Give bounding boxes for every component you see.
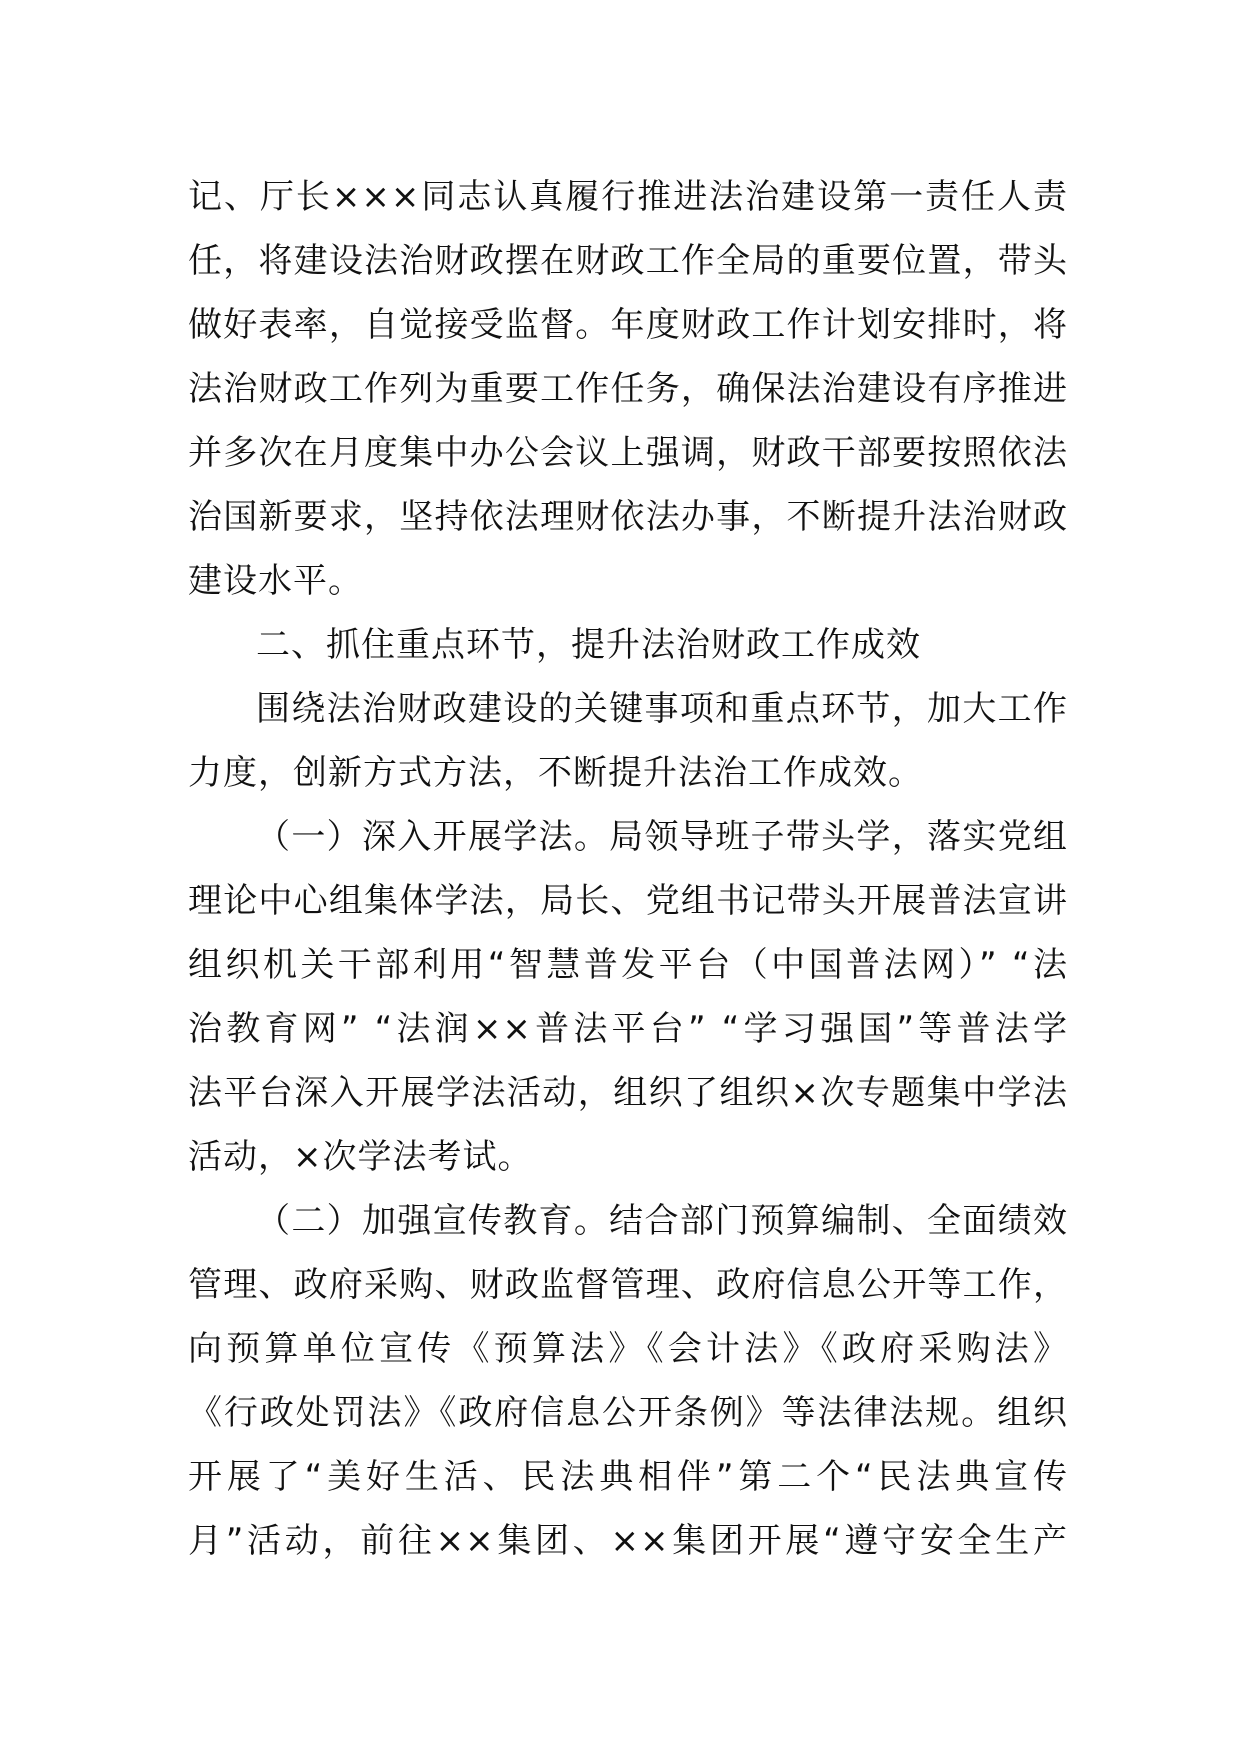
text-line: 做好表率，自觉接受监督。年度财政工作计划安排时，将 [188, 305, 1068, 345]
text-line: 开展了“美好生活、民法典相伴”第二个“民法典宣传 [188, 1457, 1068, 1497]
text-line: 力度，创新方式方法，不断提升法治工作成效。 [188, 753, 923, 793]
text-line: 围绕法治财政建设的关键事项和重点环节，加大工作 [256, 689, 1068, 729]
text-line: 法治财政工作列为重要工作任务，确保法治建设有序推进 [188, 369, 1068, 409]
text-line: 记、厅长×××同志认真履行推进法治建设第一责任人责 [188, 177, 1068, 217]
text-line: 并多次在月度集中办公会议上强调，财政干部要按照依法 [188, 433, 1068, 473]
text-line: 理论中心组集体学法，局长、党组书记带头开展普法宣讲 [188, 881, 1068, 921]
text-line: 建设水平。 [188, 561, 363, 601]
text-line: 组织机关干部利用“智慧普发平台（中国普法网）” “法 [188, 945, 1068, 985]
text-line: 月”活动，前往××集团、××集团开展“遵守安全生产 [188, 1521, 1068, 1561]
text-line: 《行政处罚法》《政府信息公开条例》等法律法规。组织 [188, 1393, 1068, 1433]
text-line: 治国新要求，坚持依法理财依法办事，不断提升法治财政 [188, 497, 1068, 537]
text-line: 任，将建设法治财政摆在财政工作全局的重要位置，带头 [188, 241, 1068, 281]
text-line: 活动，×次学法考试。 [188, 1137, 533, 1177]
text-line: 治教育网” “法润××普法平台” “学习强国”等普法学 [188, 1009, 1068, 1049]
subsection-line: （二）加强宣传教育。结合部门预算编制、全面绩效 [256, 1201, 1068, 1241]
text-line: 法平台深入开展学法活动，组织了组织×次专题集中学法 [188, 1073, 1068, 1113]
subsection-line: （一）深入开展学法。局领导班子带头学，落实党组 [256, 817, 1068, 857]
text-line: 向预算单位宣传《预算法》《会计法》《政府采购法》 [188, 1329, 1068, 1369]
section-heading: 二、抓住重点环节，提升法治财政工作成效 [256, 625, 921, 665]
text-line: 管理、政府采购、财政监督管理、政府信息公开等工作， [188, 1265, 1068, 1305]
